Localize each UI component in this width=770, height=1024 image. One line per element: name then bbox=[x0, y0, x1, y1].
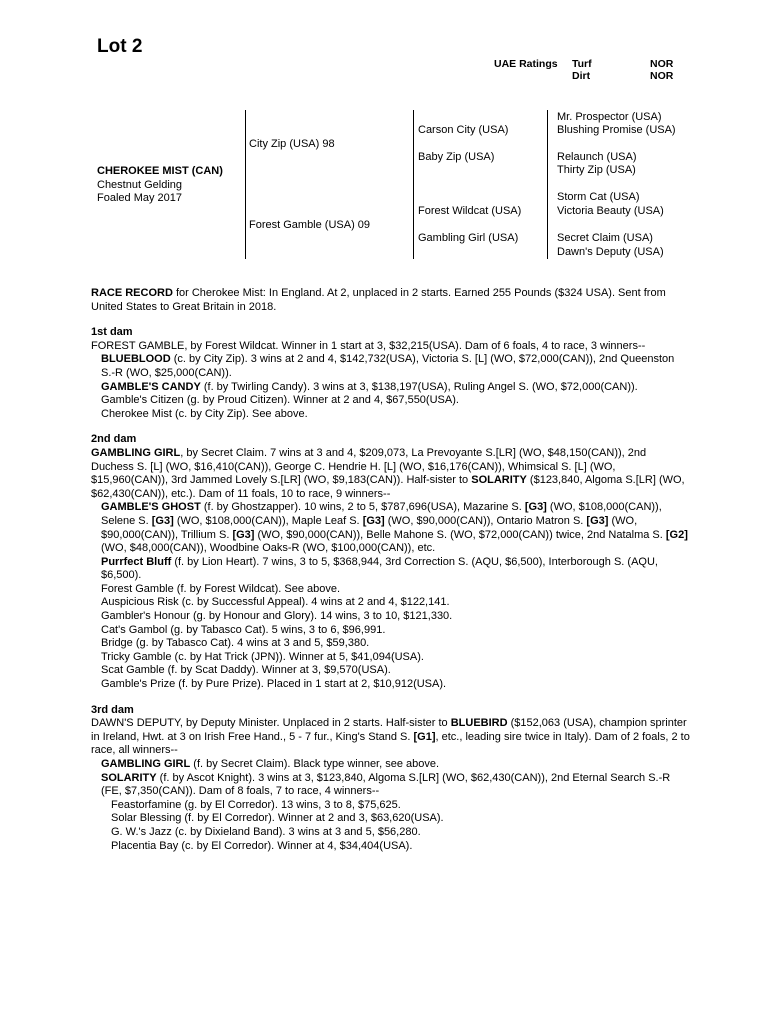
produce-entry: Scat Gamble (f. by Scat Daddy). Winner at 3, $9,570(USA). bbox=[101, 664, 391, 677]
second-dam-heading: 2nd dam bbox=[91, 433, 137, 446]
lot-number: Lot 2 bbox=[97, 36, 143, 57]
horse-foaled: Foaled May 2017 bbox=[97, 192, 182, 204]
pedigree-dam: Forest Gamble (USA) 09 bbox=[249, 219, 371, 231]
catalogue-body bbox=[91, 287, 691, 853]
race-record-heading: RACE RECORD bbox=[91, 287, 173, 299]
ratings-label: UAE Ratings bbox=[494, 58, 558, 70]
produce-entry: Gambler's Honour (g. by Honour and Glory). 14 wins, 3 to 10, $121,330. bbox=[101, 610, 453, 623]
produce-entry: Gamble's Prize (f. by Pure Prize). Placed in 1 start at 2, $10,912(USA). bbox=[101, 678, 447, 691]
pedigree-g3: Thirty Zip (USA) bbox=[557, 164, 636, 176]
pedigree-divider bbox=[245, 110, 246, 259]
third-dam-intro: DAWN'S DEPUTY, by Deputy Minister. Unplaced in 2 starts. Half-sister to BLUEBIRD ($152,063 (USA), champion sprinter in Ireland, Hwt. at 3 on Irish Free Hand., 5 - 7 fur., King's Stand S. [G1], etc., leading sire twice in Italy). Dam of 2 foals, 2 to race, all winners-- bbox=[91, 717, 690, 757]
produce-entry: Cat's Gambol (g. by Tabasco Cat). 5 wins, 3 to 6, $96,991. bbox=[101, 623, 386, 636]
pedigree-dam-sire: Forest Wildcat (USA) bbox=[418, 205, 522, 217]
rating-value-dirt: NOR bbox=[650, 70, 674, 82]
third-dam-heading: 3rd dam bbox=[91, 703, 134, 716]
produce-entry: Gamble's Citizen (g. by Proud Citizen). Winner at 2 and 4, $67,550(USA). bbox=[101, 394, 459, 407]
horse-description: Chestnut Gelding bbox=[97, 179, 182, 191]
rating-surface-turf: Turf bbox=[572, 58, 592, 70]
pedigree-sire: City Zip (USA) 98 bbox=[249, 138, 335, 150]
produce-entry: BLUEBLOOD (c. by City Zip). 3 wins at 2 and 4, $142,732(USA), Victoria S. [L] (WO, $72,000(CAN)), 2nd Queenston S.-R (WO, $25,000(CAN)). bbox=[101, 353, 675, 379]
pedigree-sire-sire: Carson City (USA) bbox=[418, 124, 509, 136]
second-dam-section bbox=[91, 433, 691, 691]
rating-value-turf: NOR bbox=[650, 58, 674, 70]
produce-entry: GAMBLE'S CANDY (f. by Twirling Candy). 3 wins at 3, $138,197(USA), Ruling Angel S. (WO, $72,000(CAN)). bbox=[101, 380, 638, 393]
first-dam-section bbox=[91, 326, 691, 421]
first-dam-intro: FOREST GAMBLE, by Forest Wildcat. Winner in 1 start at 3, $32,215(USA). Dam of 6 foals, 4 to race, 3 winners-- bbox=[91, 339, 646, 352]
third-dam-section bbox=[91, 704, 691, 854]
pedigree-divider bbox=[547, 110, 548, 259]
pedigree-dam-dam: Gambling Girl (USA) bbox=[418, 232, 519, 244]
produce-entry: Auspicious Risk (c. by Successful Appeal). 4 wins at 2 and 4, $122,141. bbox=[101, 596, 450, 609]
pedigree-divider bbox=[413, 110, 414, 259]
produce-entry: Purrfect Bluff (f. by Lion Heart). 7 wins, 3 to 5, $368,944, 3rd Correction S. (AQU, $6,500), Interborough S. (AQU, $6,500). bbox=[101, 555, 658, 582]
produce-entry: Bridge (g. by Tabasco Cat). 4 wins at 3 and 5, $59,380. bbox=[101, 637, 370, 650]
pedigree-g3: Mr. Prospector (USA) bbox=[557, 111, 662, 123]
pedigree-g3: Storm Cat (USA) bbox=[557, 191, 640, 203]
produce-entry: Placentia Bay (c. by El Corredor). Winner at 4, $34,404(USA). bbox=[111, 839, 413, 852]
pedigree-g3: Victoria Beauty (USA) bbox=[557, 205, 664, 217]
pedigree-g3: Secret Claim (USA) bbox=[557, 232, 653, 244]
race-record-text: for Cherokee Mist: In England. At 2, unplaced in 2 starts. Earned 255 Pounds ($324 USA). Sent from United States to Great Britain in 2018. bbox=[91, 287, 666, 313]
produce-entry: Cherokee Mist (c. by City Zip). See above. bbox=[101, 407, 308, 420]
pedigree-g3: Blushing Promise (USA) bbox=[557, 124, 676, 136]
pedigree-sire-dam: Baby Zip (USA) bbox=[418, 151, 495, 163]
produce-entry: G. W.'s Jazz (c. by Dixieland Band). 3 wins at 3 and 5, $56,280. bbox=[111, 825, 421, 838]
race-record bbox=[91, 287, 691, 314]
produce-entry: Forest Gamble (f. by Forest Wildcat). See above. bbox=[101, 582, 341, 595]
produce-entry: SOLARITY (f. by Ascot Knight). 3 wins at 3, $123,840, Algoma S.[LR] (WO, $62,430(CAN)), 2nd Eternal Search S.-R (FE, $7,350(CAN)). Dam of 8 foals, 7 to race, 4 winners-- bbox=[101, 771, 671, 798]
produce-entry: GAMBLE'S GHOST (f. by Ghostzapper). 10 wins, 2 to 5, $787,696(USA), Mazarine S. [G3] (WO, $108,000(CAN)), Selene S. [G3] (WO, $108,000(CAN)), Maple Leaf S. [G3] (WO, $90,000(CAN)), Ontario Matron S. [G3] (WO, $90,000(CAN)), Trillium S. [G3] (WO, $90,000(CAN)), Belle Mahone S. (WO, $72,000(CAN)) twice, 2nd Natalma S. [G2] (WO, $48,000(CAN)), Woodbine Oaks-R (WO, $100,000(CAN)), etc. bbox=[101, 501, 688, 555]
second-dam-intro: GAMBLING GIRL, by Secret Claim. 7 wins at 3 and 4, $209,073, La Prevoyante S.[LR] (WO, $48,150(CAN)), 2nd Duchess S. [L] (WO, $16,410(CAN)), George C. Hendrie H. [L] (WO, $16,176(CAN)), Whimsical S. [L] (WO, $15,960(CAN)), 3rd Jammed Lovely S.[LR] (WO, $9,183(CAN)). Half-sister to SOLARITY ($123,840, Algoma S.[LR] (WO, $62,430(CAN)), etc.). Dam of 11 foals, 10 to race, 9 winners-- bbox=[91, 446, 685, 500]
rating-surface-dirt: Dirt bbox=[572, 70, 591, 82]
pedigree-g3: Dawn's Deputy (USA) bbox=[557, 246, 664, 258]
produce-entry: Feastorfamine (g. by El Corredor). 13 wins, 3 to 8, $75,625. bbox=[111, 798, 401, 811]
produce-entry: GAMBLING GIRL (f. by Secret Claim). Black type winner, see above. bbox=[101, 758, 440, 770]
produce-entry: Tricky Gamble (c. by Hat Trick (JPN)). Winner at 5, $41,094(USA). bbox=[101, 650, 424, 663]
first-dam-heading: 1st dam bbox=[91, 326, 133, 339]
pedigree-g3: Relaunch (USA) bbox=[557, 151, 637, 163]
produce-entry: Solar Blessing (f. by El Corredor). Winner at 2 and 3, $63,620(USA). bbox=[111, 812, 444, 825]
horse-name: CHEROKEE MIST (CAN) bbox=[97, 165, 223, 177]
